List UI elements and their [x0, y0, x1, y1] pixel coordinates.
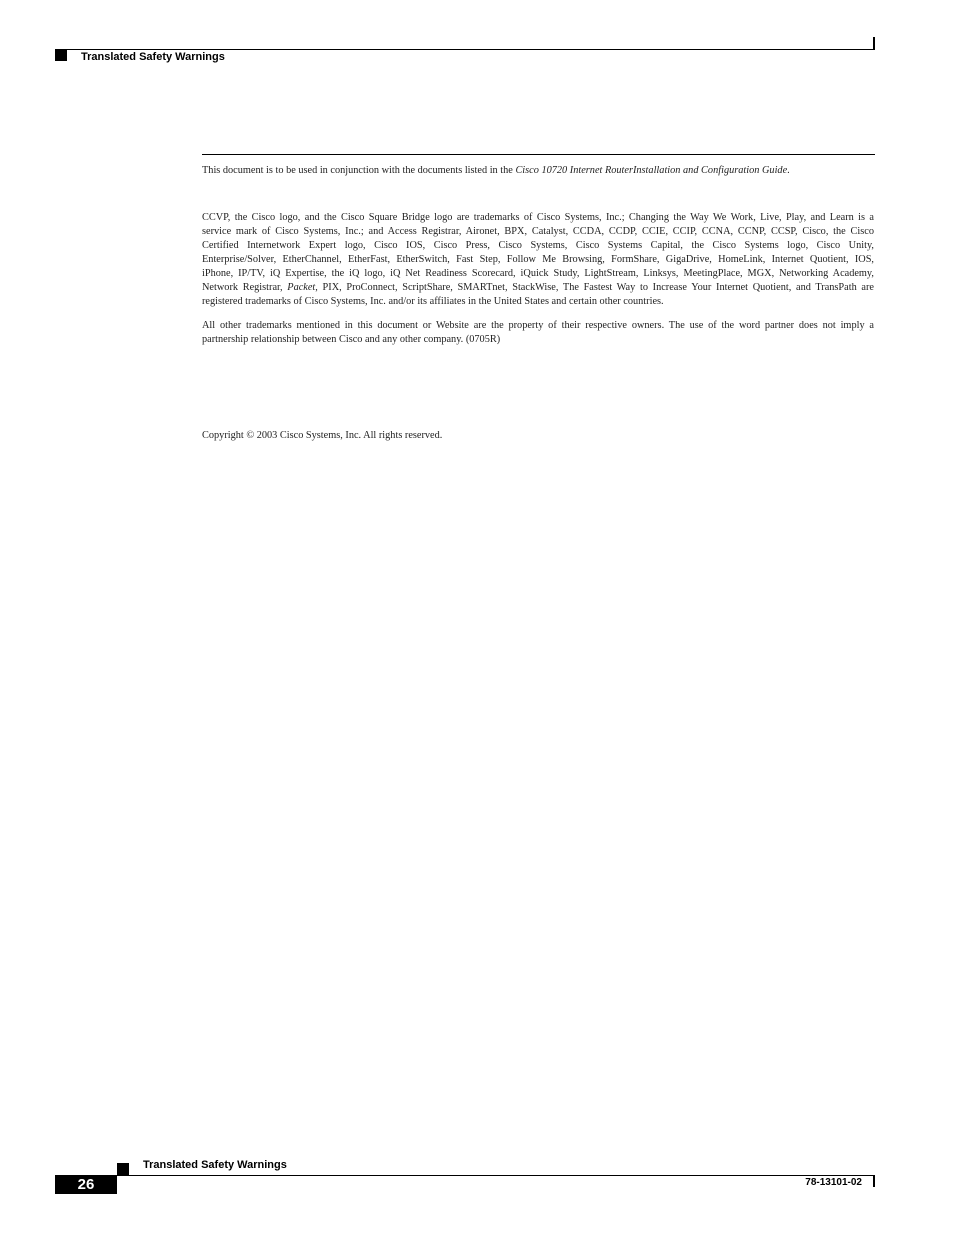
trademark-paragraph-1	[202, 211, 874, 309]
guide-title: Cisco 10720 Internet RouterInstallation and Configuration Guide	[515, 165, 788, 176]
header-square-marker	[55, 50, 67, 61]
footer-rule	[117, 1175, 875, 1176]
copyright-notice: Copyright © 2003 Cisco Systems, Inc. All rights reserved.	[202, 430, 443, 441]
content-top-rule	[202, 154, 875, 155]
trademark-line: Certified Internetwork Expert logo, Cisco IOS, Cisco Press, Cisco Systems, Cisco Systems Capital, the Cisco Systems logo, Cisco Unity,	[202, 240, 874, 251]
footer-section-title: Translated Safety Warnings	[143, 1159, 287, 1171]
trademark-notice	[202, 211, 874, 357]
trademark-line6-suffix: , PIX, ProConnect, ScriptShare, SMARTnet, StackWise, The Fastest Way to Increase Your Internet Quotient, and TransPath are	[315, 282, 874, 293]
trademark-line6-prefix: Network Registrar,	[202, 282, 288, 293]
intro-prefix: This document is to be used in conjunction with the documents listed in the	[202, 165, 516, 176]
intro-suffix: .	[787, 165, 790, 176]
footer-square-marker	[117, 1163, 129, 1175]
document-number: 78-13101-02	[805, 1177, 862, 1188]
trademark-line: service mark of Cisco Systems, Inc.; and Access Registrar, Aironet, BPX, Catalyst, CCDA, CCDP, CCIE, CCIP, CCNA, CCNP, CCSP, Cisco, the Cisco	[202, 226, 874, 237]
trademark-paragraph-2	[202, 319, 874, 347]
trademark-line: partnership relationship between Cisco and any other company. (0705R)	[202, 334, 501, 345]
footer-tick-mark	[873, 1175, 875, 1187]
trademark-line: registered trademarks of Cisco Systems, Inc. and/or its affiliates in the United States and certain other countries.	[202, 296, 664, 307]
header-section-title: Translated Safety Warnings	[81, 51, 225, 63]
trademark-line: Enterprise/Solver, EtherChannel, EtherFast, EtherSwitch, Fast Step, Follow Me Browsing, FormShare, GigaDrive, HomeLink, Internet Quotient, IOS,	[202, 254, 874, 265]
header-tick-mark	[873, 37, 875, 50]
intro-statement	[202, 164, 874, 178]
page-number: 26	[55, 1175, 117, 1194]
trademark-packet-italic: Packet	[287, 282, 316, 293]
trademark-line-with-italic	[202, 281, 874, 295]
trademark-line: iPhone, IP/TV, iQ Expertise, the iQ logo, iQ Net Readiness Scorecard, iQuick Study, LightStream, Linksys, MeetingPlace, MGX, Networking Academy,	[202, 268, 874, 279]
trademark-line: CCVP, the Cisco logo, and the Cisco Square Bridge logo are trademarks of Cisco Systems, Inc.; Changing the Way We Work, Live, Play, and Learn is a	[202, 212, 874, 223]
trademark-line: All other trademarks mentioned in this document or Website are the property of their respective owners. The use of the word partner does not imply a	[202, 320, 874, 331]
